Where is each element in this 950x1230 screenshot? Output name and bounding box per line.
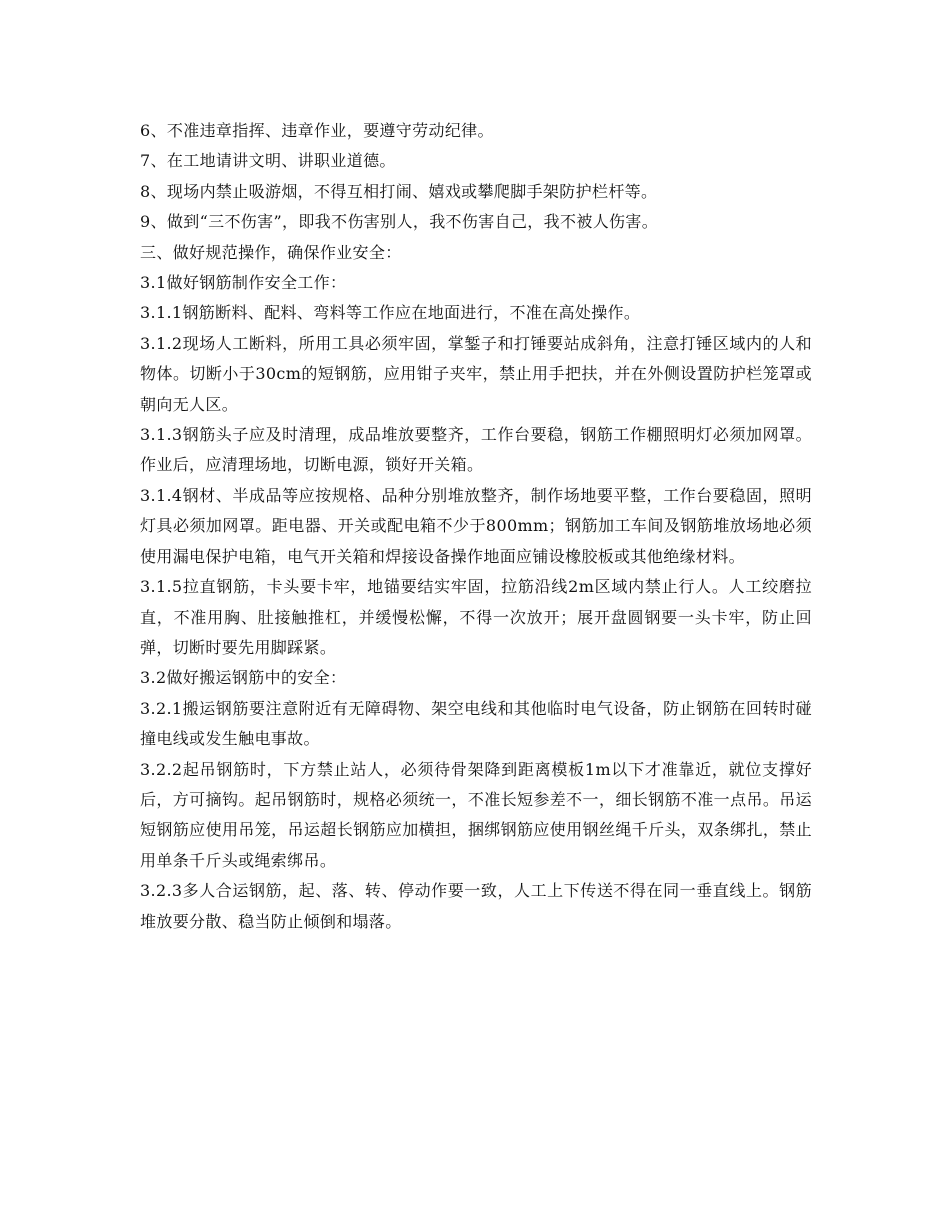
paragraph-rule-6: 6、不准违章指挥、违章作业，要遵守劳动纪律。	[140, 121, 494, 140]
paragraph-rule-8: 8、现场内禁止吸游烟，不得互相打闹、嬉戏或攀爬脚手架防护栏杆等。	[140, 181, 658, 201]
paragraph-3-1-2: 3.1.2现场人工断料，所用工具必须牢固，掌錾子和打锤要站成斜角，注意打锤区域内的人和物体。切断小于30cm的短钢筋，应用钳子夹牢，禁止用手把扶，并在外侧设置防护栏笼罩或朝向无人区。	[140, 333, 812, 414]
paragraph-3-1-3: 3.1.3钢筋头子应及时清理，成品堆放要整齐，工作台要稳，钢筋工作棚照明灯必须加网罩。作业后，应清理场地，切断电源，锁好开关箱。	[140, 425, 812, 475]
subsection-heading-3-1: 3.1做好钢筋制作安全工作：	[140, 273, 347, 293]
section-heading-3: 三、做好规范操作，确保作业安全：	[140, 242, 402, 262]
paragraph-rule-7: 7、在工地请讲文明、讲职业道德。	[140, 151, 396, 171]
paragraph-3-2-3: 3.2.3多人合运钢筋，起、落、转、停动作要一致，人工上下传送不得在同一垂直线上。钢筋堆放要分散、稳当防止倾倒和塌落。	[140, 881, 812, 931]
paragraph-3-1-5: 3.1.5拉直钢筋，卡头要卡牢，地锚要结实牢固，拉筋沿线2m区域内禁止行人。人工绞磨拉直，不准用胸、肚接触推杠，并缓慢松懈，不得一次放开；展开盘圆钢要一头卡牢，防止回弹，切断时要先用脚踩紧。	[140, 577, 812, 657]
paragraph-3-1-4: 3.1.4钢材、半成品等应按规格、品种分别堆放整齐，制作场地要平整，工作台要稳固，照明灯具必须加网罩。距电器、开关或配电箱不少于800mm；钢筋加工车间及钢筋堆放场地必须使用漏电保护电箱，电气开关箱和焊接设备操作地面应铺设橡胶板或其他绝缘材料。	[140, 485, 812, 566]
subsection-heading-3-2: 3.2做好搬运钢筋中的安全：	[140, 668, 347, 688]
paragraph-3-2-2: 3.2.2起吊钢筋时，下方禁止站人，必须待骨架降到距离模板1m以下才准靠近，就位支撑好后，方可摘钩。起吊钢筋时，规格必须统一，不准长短参差不一，细长钢筋不准一点吊。吊运短钢筋应使用吊笼，吊运超长钢筋应加横担，捆绑钢筋应使用钢丝绳千斤头，双条绑扎，禁止用单条千斤头或绳索绑吊。	[140, 759, 812, 870]
paragraph-3-1-1: 3.1.1钢筋断料、配料、弯料等工作应在地面进行，不准在高处操作。	[140, 303, 641, 323]
document-body	[140, 116, 812, 937]
paragraph-3-2-1: 3.2.1搬运钢筋要注意附近有无障碍物、架空电线和其他临时电气设备，防止钢筋在回转时碰撞电线或发生触电事故。	[140, 698, 812, 749]
paragraph-rule-9: 9、做到“三不伤害”，即我不伤害别人，我不伤害自己，我不被人伤害。	[140, 212, 659, 232]
